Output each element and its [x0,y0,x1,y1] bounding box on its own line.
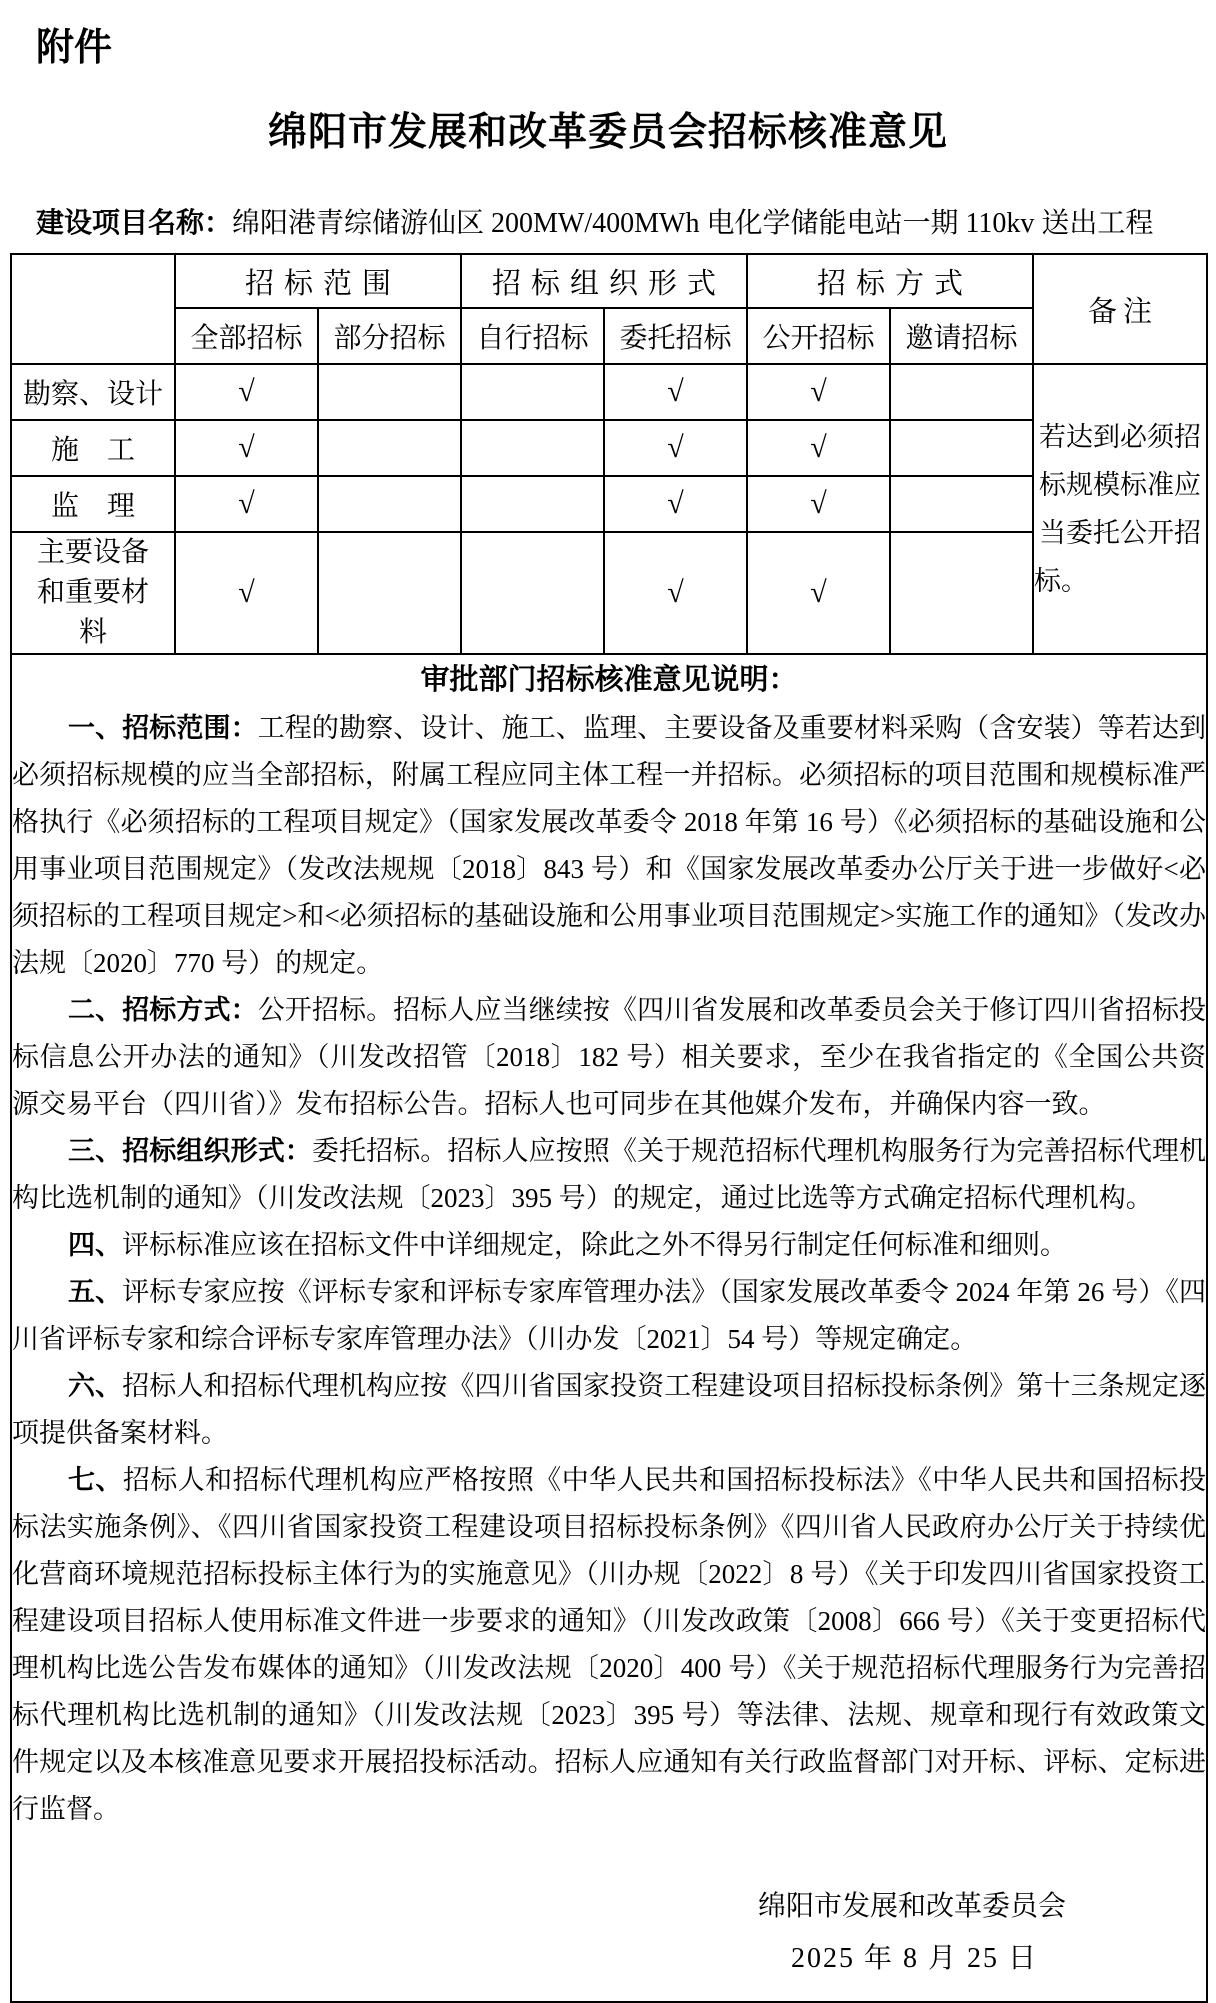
check-cell [318,532,461,654]
subheader-full-bidding: 全部招标 [175,308,318,364]
check-cell: √ [747,420,890,476]
note-text: 评标标准应该在招标文件中详细规定，除此之外不得另行制定任何标准和细则。 [122,1230,1067,1260]
header-bid-method: 招标方式 [747,254,1033,308]
check-cell: √ [747,532,890,654]
subheader-entrusted-bidding: 委托招标 [604,308,747,364]
note-lead: 二、招标方式： [68,995,258,1025]
notes-section [11,654,1207,2002]
subheader-invited-bidding: 邀请招标 [890,308,1033,364]
note-paragraph-5 [12,1269,1206,1363]
check-cell: √ [604,364,747,420]
row-label-supervision: 监 理 [11,476,175,532]
signature-organization: 绵阳市发展和改革委员会 [758,1891,1067,1922]
row-label-construction: 施 工 [11,420,175,476]
header-bid-organization-form: 招标组织形式 [461,254,747,308]
project-name-value: 绵阳港青综储游仙区 200MW/400MWh 电化学储能电站一期 110kv 送出工程 [232,208,1154,239]
check-cell [318,364,461,420]
project-name-label: 建设项目名称： [36,207,233,238]
subheader-open-bidding: 公开招标 [747,308,890,364]
note-paragraph-7 [12,1457,1206,1833]
table-row-equipment-materials [11,532,1207,654]
note-paragraph-4 [12,1222,1206,1269]
check-cell [890,532,1033,654]
check-cell [890,364,1033,420]
check-cell [461,420,604,476]
page-title: 绵阳市发展和改革委员会招标核准意见 [267,111,948,154]
check-cell [890,476,1033,532]
table-header-group-row [11,254,1207,308]
note-text: 工程的勘察、设计、施工、监理、主要设备及重要材料采购（含安装）等若达到必须招标规模的应当全部招标，附属工程应同主体工程一并招标。必须招标的项目范围和规模标准严格执行《必须招标的工程项目规定》（国家发展改革委令 2018 年第 16 号）《必须招标的基础设施和公用事业项目范围规定》（发改法规规〔2018〕843 号）和《国家发展改革委办公厅关于进一步做好<必须招标的工程项目规定>和<必须招标的基础设施和公用事业项目范围规定>实施工作的通知》（发改办法规〔2020〕770 号）的规定。 [12,713,1207,978]
table-row-supervision [11,476,1207,532]
note-paragraph-1 [12,705,1206,987]
note-paragraph-3 [12,1128,1206,1222]
header-remarks: 备注 [1033,254,1207,364]
row-label-survey-design: 勘察、设计 [11,364,175,420]
check-cell: √ [604,476,747,532]
note-lead: 四、 [68,1230,122,1260]
signature-block [12,1881,1206,1985]
note-paragraph-2 [12,987,1206,1128]
note-lead: 一、招标范围： [68,713,258,743]
check-cell [318,476,461,532]
check-cell: √ [175,364,318,420]
note-paragraph-6 [12,1363,1206,1457]
remark-cell: 若达到必须招标规模标准应当委托公开招标。 [1033,364,1207,654]
attachment-label: 附件 [36,27,113,69]
notes-heading: 审批部门招标核准意见说明： [420,664,798,696]
note-text: 招标人和招标代理机构应严格按照《中华人民共和国招标投标法》《中华人民共和国招标投标法实施条例》、《四川省国家投资工程建设项目招标投标条例》《四川省人民政府办公厅关于持续优化营商环境规范招标投标主体行为的实施意见》（川办规〔2022〕8 号）《关于印发四川省国家投资工程建设项目招标人使用标准文件进一步要求的通知》（川发改政策〔2008〕666 号）《关于变更招标代理机构比选公告发布媒体的通知》（川发改法规〔2020〕400 号）《关于规范招标代理服务行为完善招标代理机构比选机制的通知》（川发改法规〔2023〕395 号）等法律、法规、规章和现行有效政策文件规定以及本核准意见要求开展招投标活动。招标人应通知有关行政监督部门对开标、评标、定标进行监督。 [12,1465,1207,1824]
note-lead: 六、 [68,1371,123,1401]
approval-table [10,253,1208,2003]
note-text: 委托招标。招标人应按照《关于规范招标代理机构服务行为完善招标代理机构比选机制的通知》（川发改法规〔2023〕395 号）的规定，通过比选等方式确定招标代理机构。 [12,1136,1207,1213]
note-text: 评标专家应按《评标专家和评标专家库管理办法》（国家发展改革委令 2024 年第 26 号）《四川省评标专家和综合评标专家库管理办法》（川办发〔2021〕54 号）等规定确定。 [12,1277,1207,1354]
corner-cell [11,254,175,364]
table-row-survey-design [11,364,1207,420]
check-cell [461,364,604,420]
note-text: 公开招标。招标人应当继续按《四川省发展和改革委员会关于修订四川省招标投标信息公开办法的通知》（川发改招管〔2018〕182 号）相关要求，至少在我省指定的《全国公共资源交易平台（四川省）》发布招标公告。招标人也可同步在其他媒介发布，并确保内容一致。 [12,995,1207,1119]
check-cell: √ [175,532,318,654]
note-text: 招标人和招标代理机构应按《四川省国家投资工程建设项目招标投标条例》第十三条规定逐项提供备案材料。 [12,1371,1207,1448]
signature-date: 2025 年 8 月 25 日 [791,1943,1039,1974]
check-cell [890,420,1033,476]
note-lead: 三、招标组织形式： [68,1136,312,1166]
check-cell [461,532,604,654]
check-cell: √ [747,364,890,420]
project-name-line [36,201,1206,241]
check-cell: √ [604,532,747,654]
note-lead: 五、 [68,1277,123,1307]
header-bid-scope: 招标范围 [175,254,461,308]
check-cell: √ [175,420,318,476]
check-cell [318,420,461,476]
table-header-sub-row [11,308,1207,364]
check-cell [461,476,604,532]
check-cell: √ [747,476,890,532]
subheader-self-bidding: 自行招标 [461,308,604,364]
note-lead: 七、 [68,1465,123,1495]
table-row-construction [11,420,1207,476]
notes-row [11,654,1207,2002]
check-cell: √ [604,420,747,476]
check-cell: √ [175,476,318,532]
subheader-partial-bidding: 部分招标 [318,308,461,364]
row-label-equipment-materials: 主要设备和重要材料 [11,532,175,654]
